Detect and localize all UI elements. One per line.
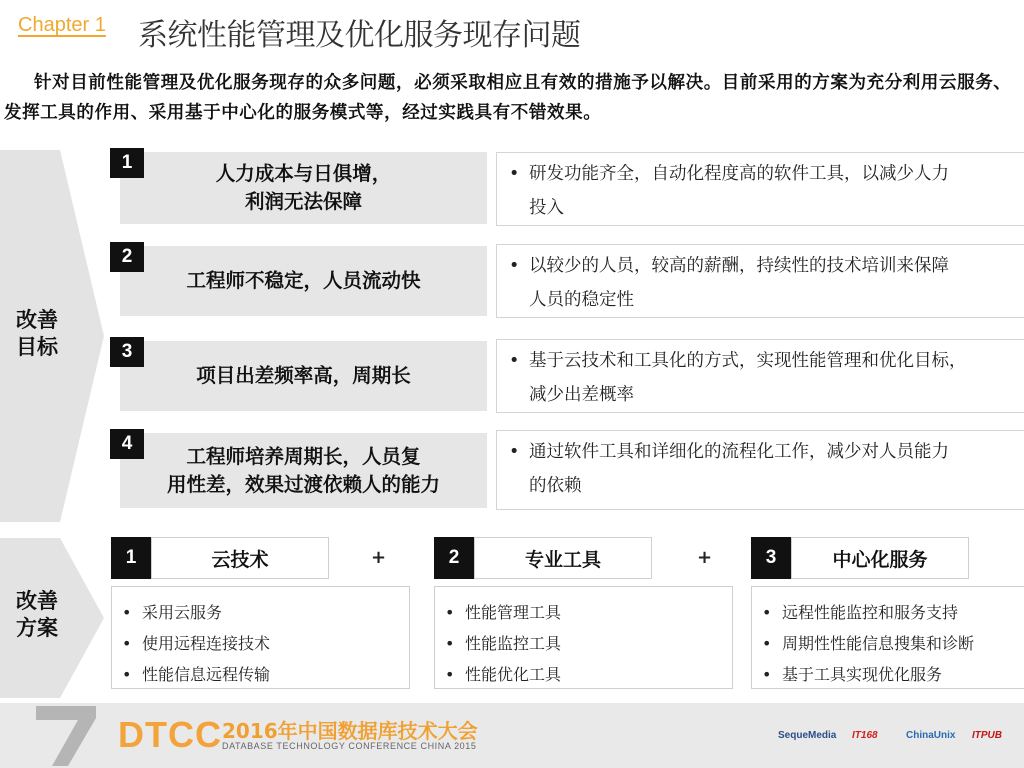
problem-4-line2: 用性差，效果过渡依赖人的能力 [166, 472, 440, 496]
plan-number-3: 3 [751, 537, 791, 579]
solution-box-1 [496, 152, 1024, 226]
list-item [112, 659, 409, 690]
bullet-icon: • [445, 665, 455, 684]
problem-number-2: 2 [110, 242, 144, 272]
bullet-icon: • [445, 634, 455, 653]
solution-4-line2: 的依赖 [529, 476, 582, 496]
bullet-icon: • [122, 665, 132, 684]
list-item [435, 628, 732, 659]
list-item-text: 性能监控工具 [465, 634, 562, 653]
list-item [752, 597, 1024, 628]
list-item [435, 659, 732, 690]
list-item-text: 性能信息远程传输 [142, 665, 271, 684]
bullet-icon: • [122, 603, 132, 622]
plan-number-1: 1 [111, 537, 151, 579]
problem-2-line1: 工程师不稳定，人员流动快 [186, 269, 421, 292]
list-item [752, 659, 1024, 690]
plan-title-1: 云技术 [151, 537, 329, 579]
list-item-text: 远程性能监控和服务支持 [782, 603, 959, 622]
solution-3-line2: 减少出差概率 [529, 385, 634, 405]
solution-box-3 [496, 339, 1024, 413]
list-item [435, 597, 732, 628]
plan-list-3 [751, 586, 1024, 689]
problem-box-4 [120, 433, 487, 508]
sponsor-itpub-logo: ITPUB [972, 730, 1002, 741]
solution-2-line1: 以较少的人员，较高的薪酬，持续性的技术培训来保障 [529, 256, 949, 276]
list-item [112, 597, 409, 628]
list-item [752, 628, 1024, 659]
problem-number-1: 1 [110, 148, 144, 178]
conference-title-en: DATABASE TECHNOLOGY CONFERENCE CHINA 2015 [222, 741, 477, 751]
bullet-icon: • [509, 164, 520, 184]
slide-title: 系统性能管理及优化服务现存问题 [138, 18, 581, 53]
list-item-text: 性能管理工具 [465, 603, 562, 622]
chapter-label: Chapter 1 [18, 14, 106, 36]
solution-3-line1: 基于云技术和工具化的方式，实现性能管理和优化目标， [529, 351, 967, 371]
solution-box-4 [496, 430, 1024, 510]
list-item-text: 性能优化工具 [465, 665, 562, 684]
sponsor-sequemedia-logo: SequeMedia [778, 730, 837, 741]
seven-logo-icon [30, 700, 100, 768]
goals-label [16, 307, 58, 361]
list-item-text: 基于工具实现优化服务 [782, 665, 943, 684]
solution-1-line2: 投入 [529, 198, 564, 218]
bullet-icon: • [762, 603, 772, 622]
list-item-text: 采用云服务 [142, 603, 223, 622]
plan-title-2: 专业工具 [474, 537, 652, 579]
solution-1-line1: 研发功能齐全，自动化程度高的软件工具，以减少人力 [529, 164, 949, 184]
plus-sign-1: + [371, 547, 387, 568]
problem-box-2 [120, 246, 487, 316]
dtcc-logo: DTCC [118, 714, 222, 755]
problem-box-3 [120, 341, 487, 411]
list-item-text: 使用远程连接技术 [142, 634, 271, 653]
problem-1-line1: 人力成本与日俱增， [215, 162, 392, 185]
problem-3-line1: 项目出差频率高，周期长 [196, 364, 411, 387]
plus-sign-2: + [697, 547, 713, 568]
plan-label [16, 588, 58, 642]
solution-2-line2: 人员的稳定性 [529, 290, 634, 310]
solution-box-2 [496, 244, 1024, 318]
plan-list-2 [434, 586, 733, 689]
problem-number-3: 3 [110, 337, 144, 367]
goals-label-line2: 目标 [16, 335, 58, 359]
plan-number-2: 2 [434, 537, 474, 579]
bullet-icon: • [509, 256, 520, 276]
bullet-icon: • [509, 351, 520, 371]
list-item-text: 周期性性能信息搜集和诊断 [782, 634, 975, 653]
plan-label-line2: 方案 [16, 616, 58, 640]
bullet-icon: • [762, 665, 772, 684]
list-item [112, 628, 409, 659]
plan-list-1 [111, 586, 410, 689]
solution-4-line1: 通过软件工具和详细化的流程化工作，减少对人员能力 [529, 442, 949, 462]
problem-4-line1: 工程师培养周期长，人员复 [186, 444, 421, 468]
bullet-icon: • [122, 634, 132, 653]
sponsor-chinaunix-logo: ChinaUnix [906, 730, 956, 741]
bullet-icon: • [509, 442, 520, 462]
problem-box-1 [120, 152, 487, 224]
goals-label-line1: 改善 [16, 308, 58, 332]
intro-paragraph: 针对目前性能管理及优化服务现存的众多问题，必须采取相应且有效的措施予以解决。目前采用的方案为充分利用云服务、发挥工具的作用、采用基于中心化的服务模式等，经过实践具有不错效果。 [4, 73, 1012, 123]
problem-number-4: 4 [110, 429, 144, 459]
bullet-icon: • [762, 634, 772, 653]
sponsor-it168-logo: IT168 [852, 730, 878, 741]
plan-label-line1: 改善 [16, 589, 58, 613]
conference-title-cn: 2016年中国数据库技术大会 [222, 719, 478, 743]
plan-title-3: 中心化服务 [791, 537, 969, 579]
problem-1-line2: 利润无法保障 [244, 190, 362, 213]
bullet-icon: • [445, 603, 455, 622]
